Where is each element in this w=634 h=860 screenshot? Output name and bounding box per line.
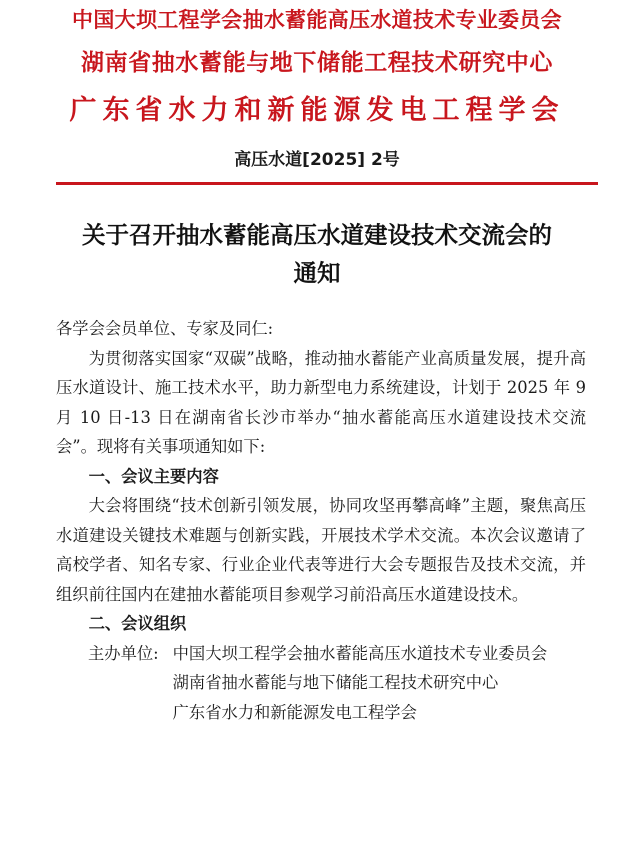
issuing-org-3: 广东省水力和新能源发电工程学会 [69, 95, 565, 126]
organizer-list [159, 639, 586, 728]
notice-body [56, 314, 586, 727]
organizer-block [56, 639, 586, 728]
organizer-item: 中国大坝工程学会抽水蓄能高压水道技术专业委员会 [172, 643, 548, 663]
document-number: 高压水道[2025] 2号 [234, 150, 400, 170]
notice-title-line-1: 关于召开抽水蓄能高压水道建设技术交流会的 [82, 221, 552, 249]
issuing-org-1: 中国大坝工程学会抽水蓄能高压水道技术专业委员会 [72, 8, 562, 32]
organizer-item: 广东省水力和新能源发电工程学会 [172, 702, 417, 722]
notice-title-line-2: 通知 [293, 259, 341, 287]
organizer-item: 湖南省抽水蓄能与地下储能工程技术研究中心 [172, 673, 499, 692]
salutation: 各学会会员单位、专家及同仁: [56, 319, 274, 338]
organizer-label: 主办单位: [88, 643, 159, 663]
issuing-org-2: 湖南省抽水蓄能与地下储能工程技术研究中心 [81, 50, 553, 76]
intro-paragraph: 为贯彻落实国家“双碳”战略，推动抽水蓄能产业高质量发展，提升高压水道设计、施工技术水平，助力新型电力系统建设，计划于 2025 年 9 月 10 日-13 日在湖南省长沙市举办“抽水蓄能高压水道建设技术交流会”。现将有关事项通知如下: [56, 348, 586, 456]
section-1-paragraph: 大会将围绕“技术创新引领发展，协同攻坚再攀高峰”主题，聚焦高压水道建设关键技术难题与创新实践，开展技术学术交流。本次会议邀请了高校学者、知名专家、行业企业代表等进行大会专题报告及技术交流，并组织前往国内在建抽水蓄能项目参观学习前沿高压水道建设技术。 [56, 496, 586, 604]
notice-title [40, 216, 594, 292]
section-2-heading: 二、会议组织 [88, 614, 187, 633]
section-1-heading: 一、会议主要内容 [88, 466, 219, 486]
red-divider [56, 182, 598, 185]
